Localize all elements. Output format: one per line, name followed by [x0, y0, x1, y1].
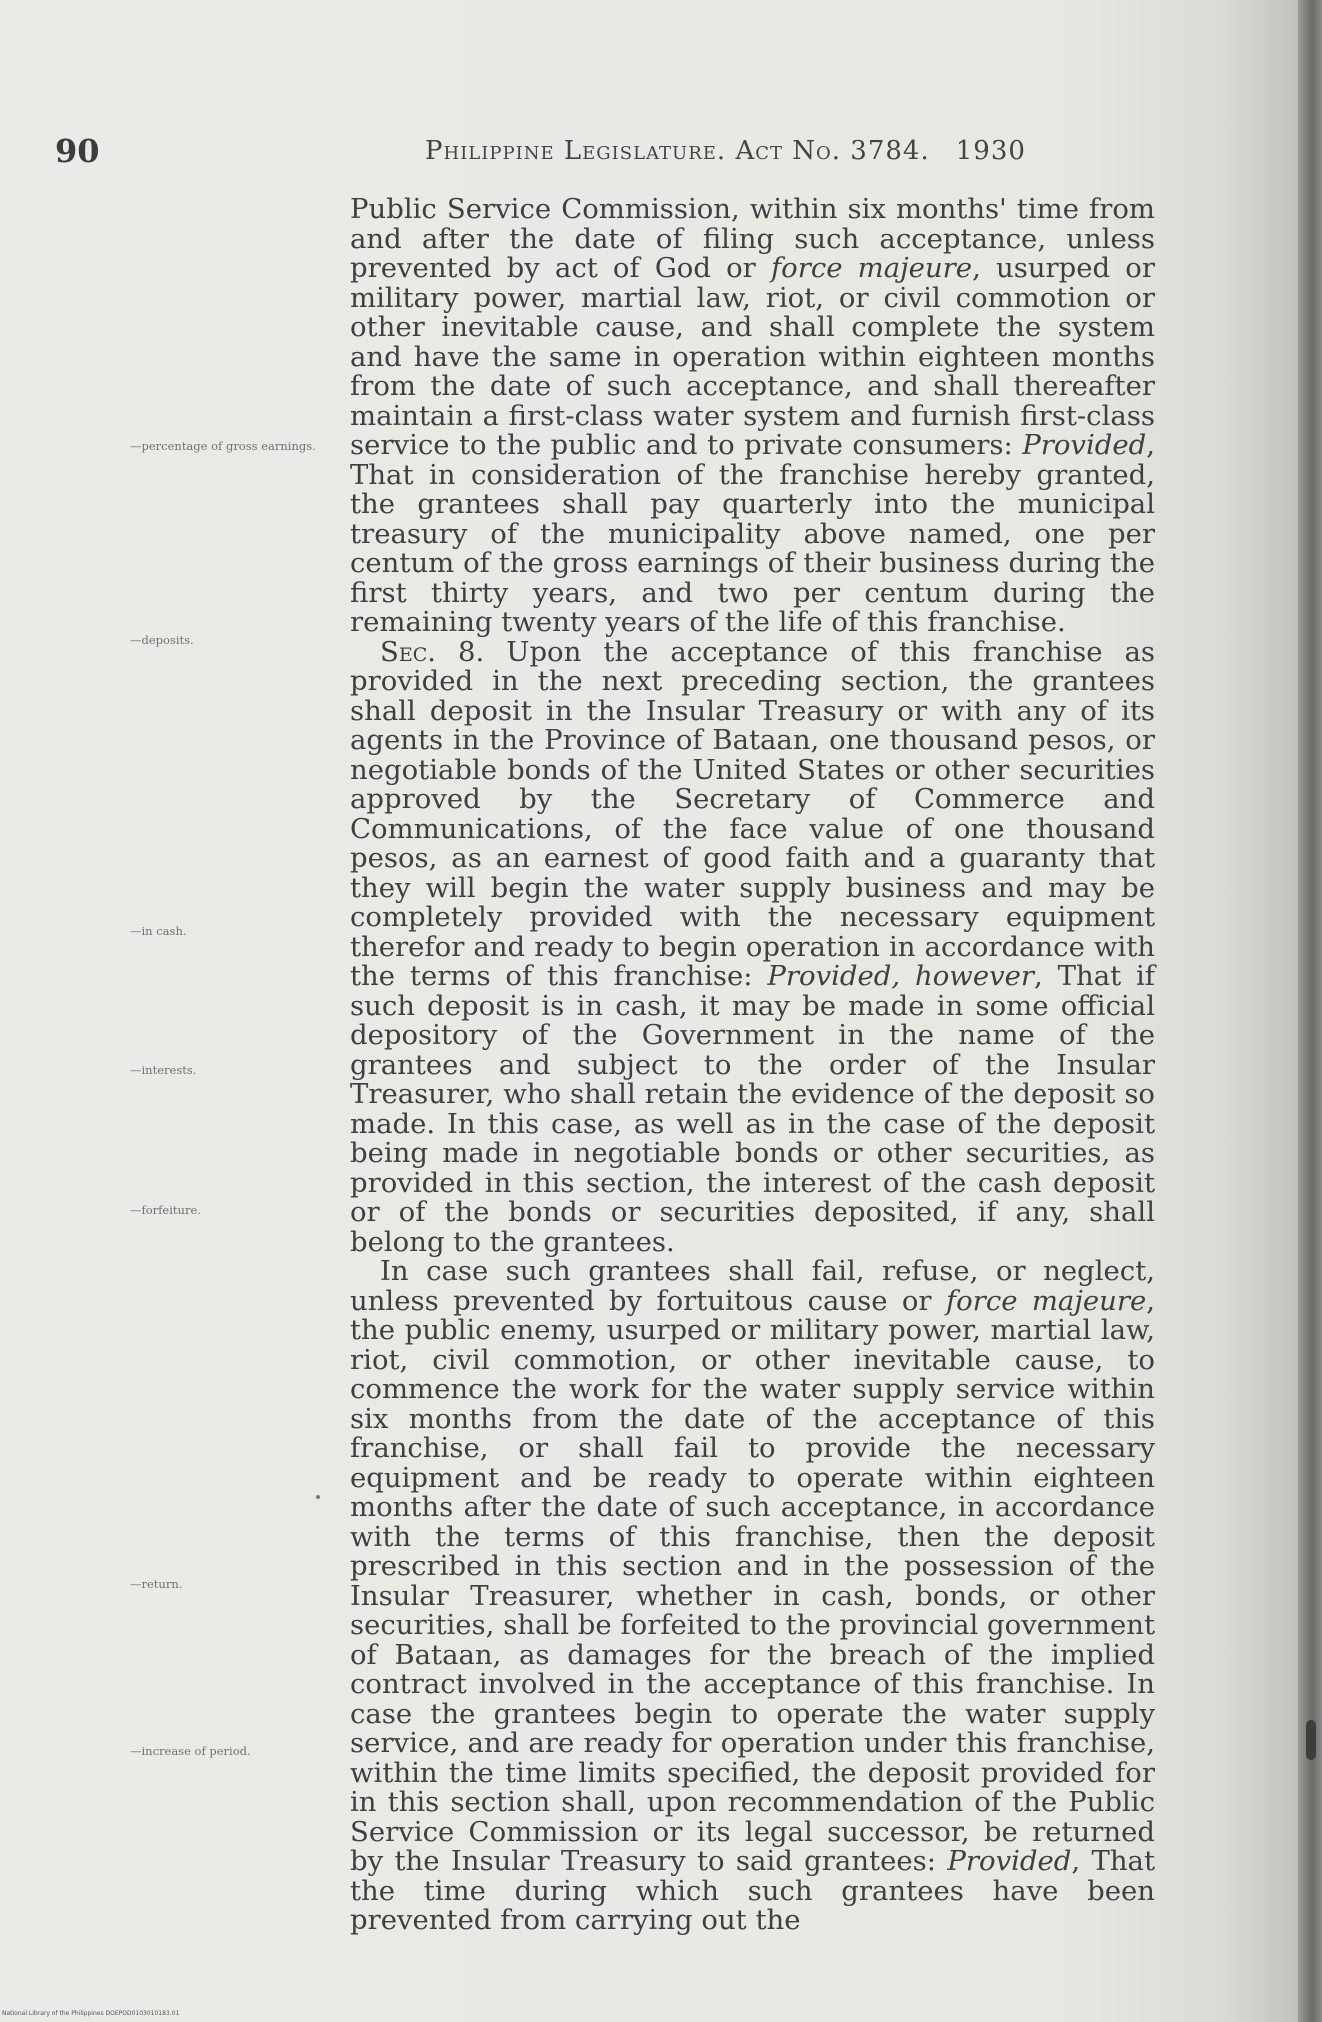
section-label: Sec. 8.: [380, 635, 485, 668]
paragraph-section-8: [350, 635, 1155, 1258]
margin-note-in-cash: —in cash.: [130, 924, 187, 938]
paragraph-continuation: [350, 195, 1155, 638]
running-head-title: Philippine Legislature. Act No. 3784.: [425, 136, 930, 166]
text-run: Public Service Commission, within six months' time from and after the date of filing such acceptance, unless prevented by act of God or: [350, 193, 1155, 284]
text-run: , That if such deposit is in cash, it may be made in some official depository of the Government in the name of the grantees and subject to the order of the Insular Treasurer, who shall retain the evidence of the deposit so made. In this case, as well as in the case of the deposit being made in negotiable bonds or other securities, as provided in this section, the interest of the cash deposit or of the bonds or securities deposited, if any, shall belong to the grantees.: [350, 960, 1155, 1258]
running-head: [425, 136, 1115, 166]
scan-credit: National Library of the Philippines DOEPOD0103010183.01: [2, 2010, 180, 2017]
italic-term: Provided: [1022, 429, 1147, 461]
running-head-year: 1930: [955, 136, 1026, 166]
italic-term: Provided, however: [767, 960, 1035, 992]
italic-term: force majeure: [770, 252, 973, 284]
italic-term: Provided: [947, 1845, 1072, 1877]
text-run: , the public enemy, usurped or military power, martial law, riot, civil commotion, or other inevitable cause, to commence the work for the water supply service within six months from the date of the acceptance of this franchise, or shall fail to provide the necessary equipment and be ready to operate within eighteen months after the date of such acceptance, in accordance with the terms of this franchise, then the deposit prescribed in this section and in the possession of the Insular Treasurer, whether in cash, bonds, or other securities, shall be forfeited to the provincial government of Bataan, as damages for the breach of the implied contract involved in the acceptance of this franchise. In case the grantees begin to operate the water supply service, and are ready for operation under this franchise, within the time limits specified, the deposit provided for in this section shall, upon recommendation of the Public Service Commission or its legal successor, be returned by the Insular Treasury to said grantees:: [350, 1284, 1156, 1877]
page-number: 90: [55, 132, 100, 170]
binding-edge-shadow: [1298, 0, 1322, 2022]
italic-term: force majeure: [945, 1284, 1147, 1317]
margin-note-increase-of-period: —increase of period.: [130, 1744, 251, 1758]
text-run: Upon the acceptance of this franchise as provided in the next preceding section, the grantees shall deposit in the Insular Treasury or with any of its agents in the Province of Bataan, one thousand pesos, or negotiable bonds of the United States or other securities approved by the Secretary of Commerce and Communications, of the face value of one thousand pesos, as an earnest of good faith and a guaranty that they will begin the water supply business and may be completely provided with the necessary equipment therefor and ready to begin operation in accordance with the terms of this franchise:: [350, 635, 1155, 992]
text-run: , That the time during which such grantees have been prevented from carrying out the: [350, 1845, 1155, 1936]
text-run: In case such grantees shall fail, refuse, or neglect, unless prevented by fortuitous cause or: [350, 1255, 1155, 1317]
margin-note-interests: —interests.: [130, 1063, 197, 1077]
margin-note-return: —return.: [130, 1577, 183, 1591]
text-run: , That in consideration of the franchise hereby granted, the grantees shall pay quarterly into the municipal treasury of the municipality above named, one per centum of the gross earnings of their business during the first thirty years, and two per centum during the remaining twenty years of the life of this franchise.: [350, 429, 1155, 638]
ink-speck: [316, 1495, 320, 1499]
margin-note-forfeiture: —forfeiture.: [130, 1203, 201, 1217]
paragraph-forfeiture: [350, 1257, 1155, 1936]
body-text: [350, 195, 1155, 1936]
text-run: , usurped or military power, martial law, riot, or civil commotion or other inevitable cause, and shall complete the system and have the same in operation within eighteen months from the date of such acceptance, and shall thereafter maintain a first-class water system and furnish first-class service to the public and to private consumers:: [350, 252, 1156, 461]
edge-mark: [1306, 1720, 1316, 1760]
margin-note-percentage: —percentage of gross earnings.: [130, 439, 316, 453]
margin-note-deposits: —deposits.: [130, 633, 194, 647]
